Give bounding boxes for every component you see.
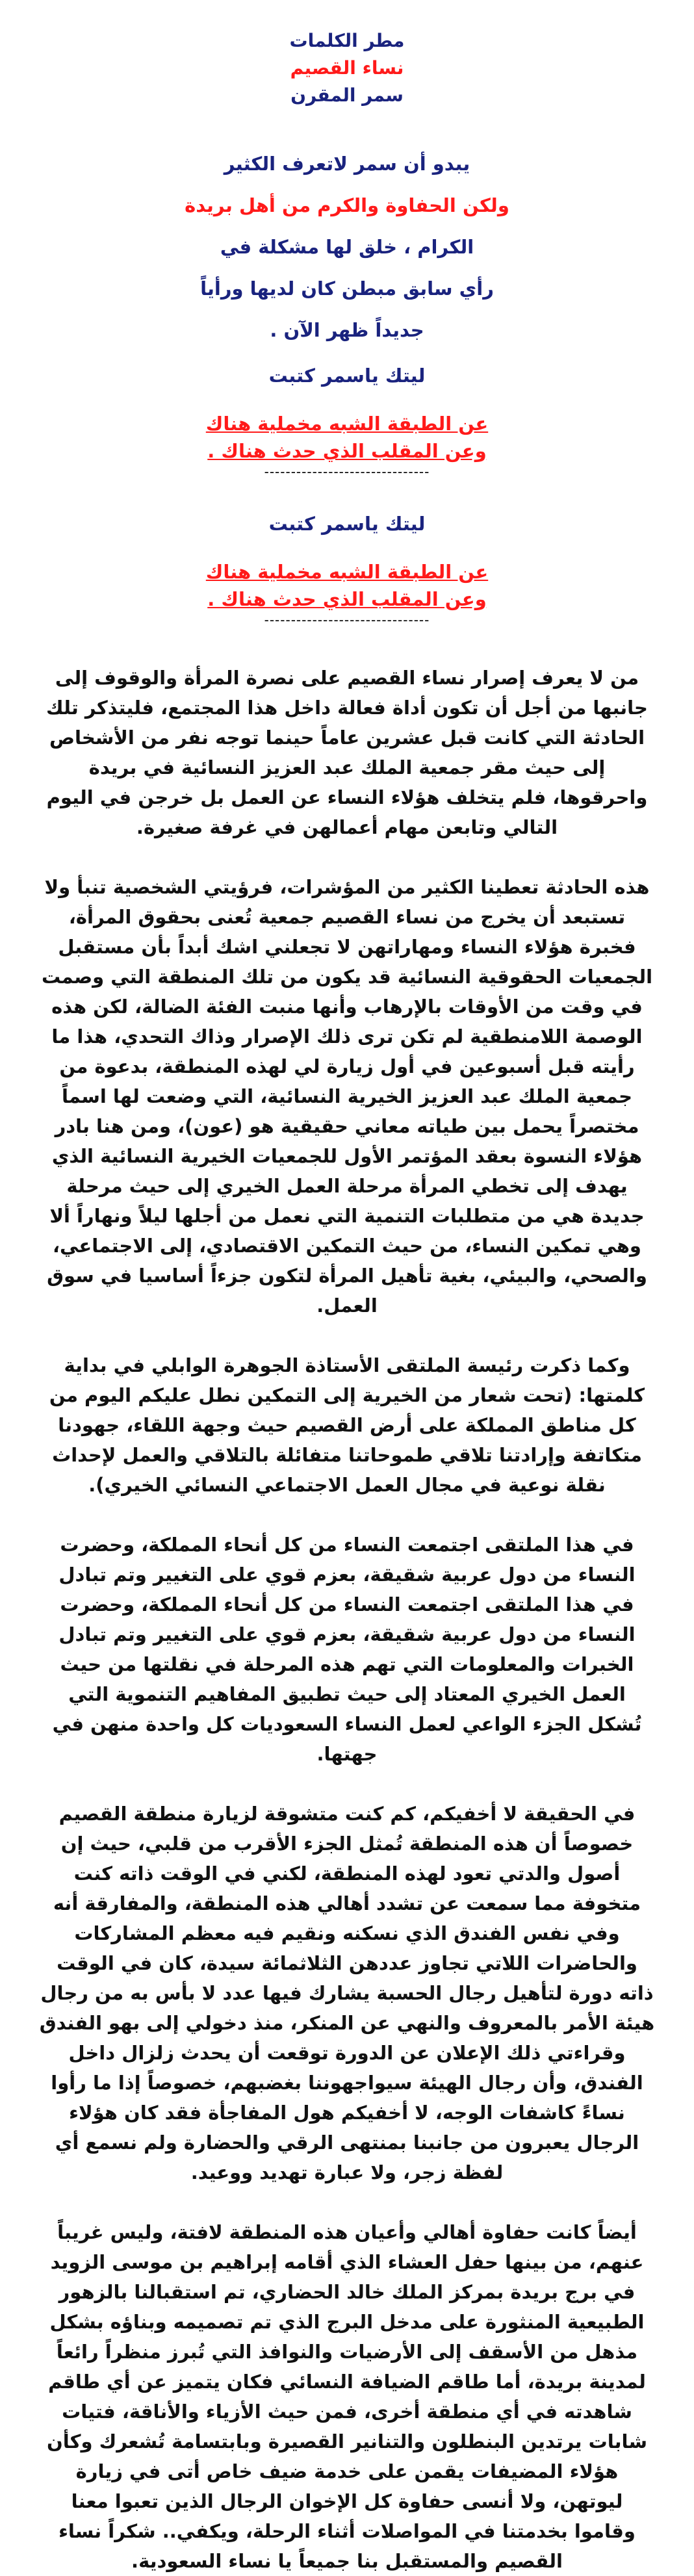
paragraph: في الحقيقة لا أخفيكم، كم كنت متشوقة لزيارة منطقة القصيم خصوصاً أن هذه المنطقة تُمثل الجزء الأقرب من قلبي، حيث إن أصول والدتي تعود لهذه المنطقة، لكني في الوقت ذاته كنت متخوفة مما سمعت عن تشدد أهالي هذه المنطقة، والمفارقة أنه وفي نفس الفندق الذي نسكنه ونقيم فيه معظم المشاركات والحاضرات اللاتي تجاوز عددهن الثلاثمائة سيدة، كان في الوقت ذاته دورة لتأهيل رجال الحسبة يشارك فيها عدد لا بأس به من رجال هيئة الأمر بالمعروف والنهي عن المنكر، منذ دخولي إلى بهو الفندق وقراءتي ذلك الإعلان عن الدورة توقعت أن يحدث زلزال داخل الفندق، وأن رجال الهيئة سيواجهوننا بغضبهم، خصوصاً إذا ما رأوا نساءً كاشفات الوجه، لا أخفيكم هول المفاجأة فقد كان هؤلاء الرجال يعبرون من جانبنا بمنتهى الرقي والحضارة ولم نسمع أي لفظة زجر، ولا عبارة تهديد ووعيد.	[39, 1803, 655, 2183]
paragraph: أيضاً كانت حفاوة أهالي وأعيان هذه المنطقة لافتة، وليس غريباً عنهم، من بينها حفل العشاء الذي أقامه إبراهيم بن موسى الزويد في برج بريدة بمركز الملك خالد الحضاري، تم استقبالنا بالزهور الطبيعية المنثورة على مدخل البرج الذي تم تصميمه وبناؤه بشكل مذهل من الأسقف إلى الأرضيات والنوافذ التي تُبرز منظراً رائعاً لمدينة بريدة، أما طاقم الضيافة النسائي فكان يتميز عن أي طاقم شاهدته في أي منطقة أخرى، فمن حيث الأزياء والأناقة، فتيات شابات يرتدين البنطلون والتنانير القصيرة وبابتسامة تُشعرك وكأن هؤلاء المضيفات يقمن على خدمة ضيف خاص أتى في زيارة ليوتهن، ولا أنسى حفاوة كل الإخوان الرجال الذين تعبوا معنا وقاموا بخدمتنا في المواصلات أثناء الرحلة، ويكفي.. شكراً نساء القصيم والمستقبل بنا جميعاً يا نساء السعودية.	[47, 2221, 647, 2572]
separator: -------------------------------	[264, 464, 430, 480]
paragraph: من لا يعرف إصرار نساء القصيم على نصرة المرأة والوقوف إلى جانبها من أجل أن تكون أداة فعالة داخل هذا المجتمع، فليتذكر تلك الحادثة التي كانت قبل عشرين عاماً حينما توجه نفر من الأشخاص إلى حيث مقر جمعية الملك عبد العزيز النسائية في بريدة واحرقوها، فلم يتخلف هؤلاء النساء عن العمل بل خرجن في اليوم التالي وتابعن مهام أعمالهن في غرفة صغيرة.	[46, 667, 648, 838]
poem-line: يبدو أن سمر لاتعرف الكثير	[224, 153, 470, 175]
paragraph: في هذا الملتقى اجتمعت النساء من كل أنحاء المملكة، وحضرت النساء من دول عربية شقيقة، بعزم قوي على التغيير وتم تبادل الخبرات والمعلومات التي تهم هذه المرحلة في نقلتها من حيث العمل الخيري المعتاد إلى حيث تطبيق المفاهيم التنموية التي تُشكل الجزء الواعي لعمل النساء السعوديات كل واحدة منهن في جهتها.	[52, 1593, 642, 1765]
paragraph: وكما ذكرت رئيسة الملتقى الأستاذة الجوهرة الوابلي في بداية كلمتها: (تحت شعار من الخيرية إلى التمكين نطل عليكم اليوم من كل مناطق المملكة على أرض القصيم حيث وجهة اللقاء، جهودنا متكاتفة وإرادتنا تلاقي طموحاتنا متفائلة بالتلاقي والعمل لإحداث نقلة نوعية في مجال العمل الاجتماعي النسائي الخيري).	[49, 1354, 645, 1496]
author-name: سمر المقرن	[290, 84, 404, 106]
stanza-line: عن الطبقة الشبه مخملية هناك	[205, 561, 489, 583]
article-header	[39, 27, 655, 109]
stanza-line: وعن المقلب الذي حدث هناك .	[207, 440, 487, 462]
stanza-line: وعن المقلب الذي حدث هناك .	[207, 588, 487, 610]
poem-line: الكرام ، خلق لها مشكلة في	[220, 236, 474, 258]
poem	[39, 143, 655, 351]
column-title: مطر الكلمات	[289, 30, 405, 51]
stanza-line: عن الطبقة الشبه مخملية هناك	[205, 413, 489, 435]
stanza	[39, 506, 655, 628]
separator: -------------------------------	[264, 612, 430, 628]
paragraph: في هذا الملتقى اجتمعت النساء من كل أنحاء المملكة، وحضرت النساء من دول عربية شقيقة، بعزم قوي على التغيير وتم تبادل	[58, 1534, 636, 1586]
stanza-line: ليتك ياسمر كتبت	[268, 513, 426, 535]
paragraph: هذه الحادثة تعطينا الكثير من المؤشرات، فرؤيتي الشخصية تنبأ ولا تستبعد أن يخرج من نساء القصيم جمعية تُعنى بحقوق المرأة، فخبرة هؤلاء النساء ومهاراتهن لا تجعلني اشك أبداً بأن مستقبل الجمعيات الحقوقية النسائية قد يكون من تلك المنطقة التي وصمت في وقت من الأوقات بالإرهاب وأنها منبت الفئة الضالة، لكن هذه الوصمة اللامنطقية لم تكن ترى ذلك الإصرار وذاك التحدي، هذا ما رأيته قبل أسبوعين في أول زيارة لي لهذه المنطقة، بدعوة من جمعية الملك عبد العزيز الخيرية النسائية، التي وضعت لها اسماً مختصراً يحمل بين طياته معاني حقيقية هو (عون)، ومن هنا بادر هؤلاء النسوة بعقد المؤتمر الأول للجمعيات الخيرية النسائية الذي يهدف إلى تخطي المرأة مرحلة العمل الخيري إلى حيث مرحلة جديدة هي من متطلبات التنمية التي نعمل من أجلها ليلاً ونهاراً ألا وهي تمكين النساء، من حيث التمكين الاقتصادي، إلى الاجتماعي، والصحي، والبيئي، بغية تأهيل المرأة لتكون جزءاً أساسيا في سوق العمل.	[41, 876, 653, 1317]
poem-line: رأي سابق مبطن كان لديها ورأياً	[200, 277, 494, 300]
poem-line: ولكن الحفاوة والكرم من أهل بريدة	[185, 194, 509, 216]
stanza-line: ليتك ياسمر كتبت	[268, 365, 426, 387]
stanza	[39, 357, 655, 480]
article-title: نساء القصيم	[290, 57, 404, 79]
poem-line: جديداً ظهر الآن .	[270, 319, 424, 341]
